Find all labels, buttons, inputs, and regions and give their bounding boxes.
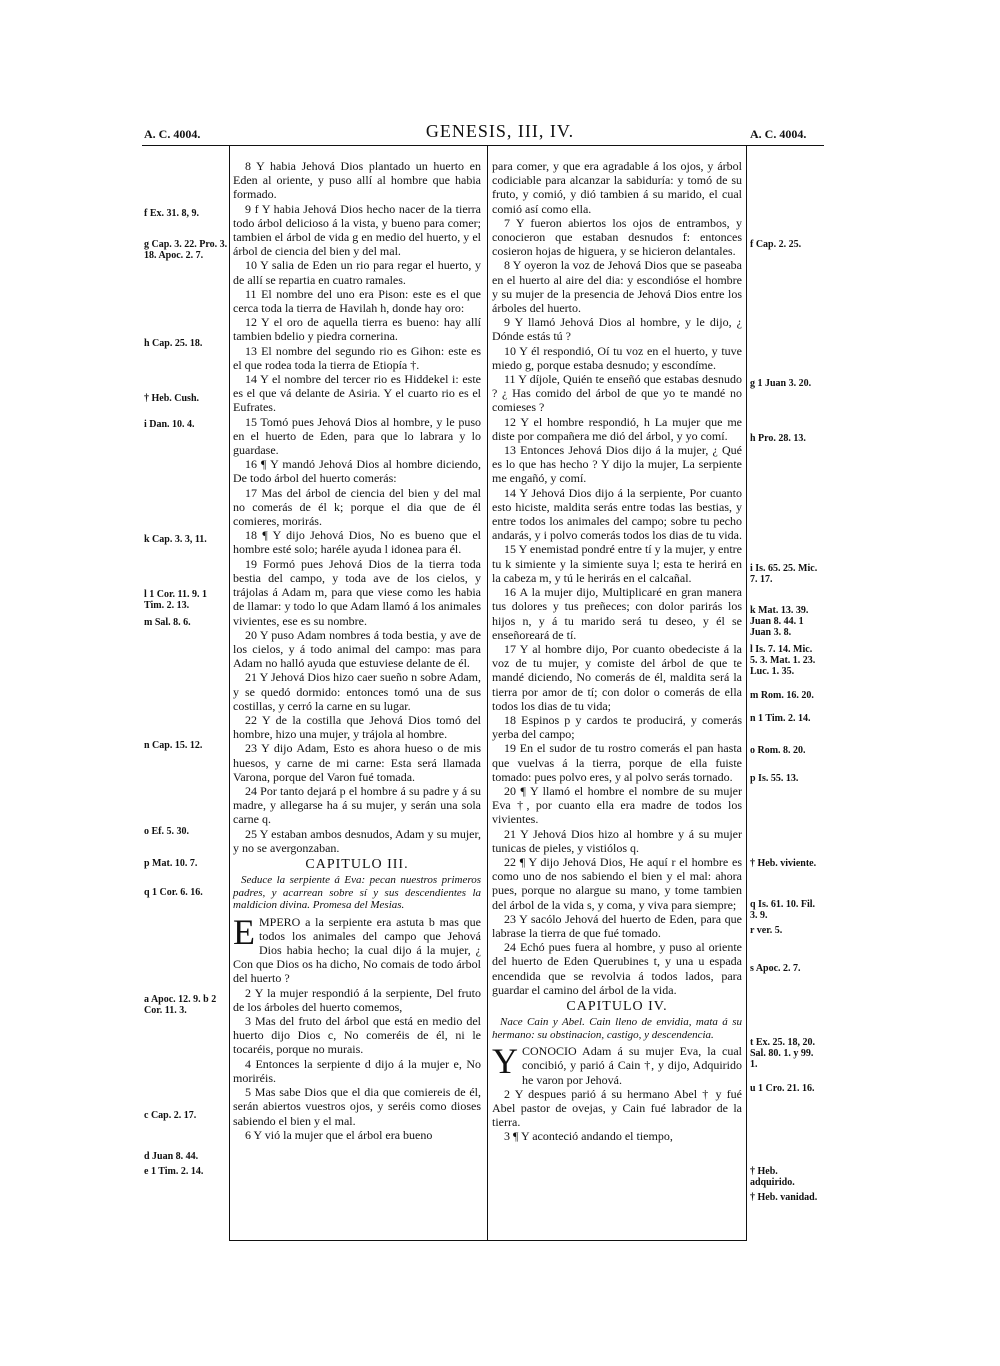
- verse: 18 Espinos p y cardos te producirá, y comerás yerba del campo;: [492, 712, 742, 742]
- verse: para comer, y que era agradable á los ojos, y árbol codiciable para alcanzar la sabiduría: y tomó de su fruto, y comió, y dió tambien á su marido, el cual comió así como ella.: [492, 159, 742, 216]
- verse: 21 Y Jehová Dios hizo caer sueño n sobre Adam, y se quedó dormido: entonces tomó una de sus costillas, y cerró la carne en su lugar.: [233, 670, 481, 713]
- verse: 20 ¶ Y llamó el hombre el nombre de su mujer Eva †, por cuanto ella era madre de todos los vivientes.: [492, 783, 742, 827]
- verse: 13 El nombre del segundo rio es Gihon: este es el que rodea toda la tierra de Etiopía †.: [233, 343, 481, 372]
- verse: 5 Mas sabe Dios que el dia que comiereis de él, serán abiertos vuestros ojos, y seréis como dioses sabiendo el bien y el mal.: [233, 1085, 481, 1128]
- chapter-summary: Nace Cain y Abel. Cain lleno de envidia, mata á su hermano: su obstinacion, castigo, y descendencia.: [492, 1016, 742, 1041]
- chapter-heading: CAPITULO IV.: [566, 998, 668, 1014]
- verse: 23 Y sacólo Jehová del huerto de Eden, para que labrase la tierra de que fué tomado.: [492, 911, 742, 940]
- text-column-left: [233, 159, 481, 1142]
- margin-note: u 1 Cro. 21. 16.: [750, 1083, 815, 1094]
- verse: 9 Y llamó Jehová Dios al hombre, y le dijo, ¿ Dónde estás tú ?: [492, 315, 742, 344]
- verse: 16 A la mujer dijo, Multiplicaré en gran manera tus dolores y tus preñeces; con dolor parirás los hijos n, y á tu marido será tu deseo, y él se enseñoreará de tí.: [492, 585, 742, 642]
- margin-note: q Is. 61. 10. Fil. 3. 9.: [750, 899, 816, 921]
- margin-note: k Mat. 13. 39. Juan 8. 44. 1 Juan 3. 8.: [750, 605, 809, 638]
- margin-note: d Juan 8. 44.: [144, 1151, 199, 1162]
- margin-note: † Heb. viviente.: [750, 858, 817, 869]
- margin-note: † Heb. Cush.: [144, 393, 200, 404]
- verse: 4 Entonces la serpiente d dijo á la mujer e, No moriréis.: [233, 1056, 481, 1085]
- margin-note: c Cap. 2. 17.: [144, 1110, 197, 1121]
- drop-cap: Y: [492, 1041, 518, 1082]
- margin-note: g 1 Juan 3. 20.: [750, 378, 812, 389]
- verse: 2 Y la mujer respondió á la serpiente, Del fruto de los árboles del huerto comemos,: [233, 985, 481, 1014]
- margin-note: g Cap. 3. 22. Pro. 3. 18. Apoc. 2. 7.: [144, 239, 228, 261]
- verse: 16 ¶ Y mandó Jehová Dios al hombre diciendo, De todo árbol del huerto comerás:: [233, 457, 481, 486]
- margin-note: i Is. 65. 25. Mic. 7. 17.: [750, 563, 818, 585]
- verse: 3 Mas del fruto del árbol que está en medio del huerto dijo Dios c, No comeréis de él, ni le tocaréis, porque no murais.: [233, 1014, 481, 1057]
- margin-note: l Is. 7. 14. Mic. 5. 3. Mat. 1. 23. Luc. 1. 35.: [750, 644, 816, 677]
- margin-note: † Heb. vanidad.: [750, 1192, 818, 1203]
- verse: 19 Formó pues Jehová Dios de la tierra toda bestia del campo, y toda ave de los cielos, y trájolas á Adam m, para que viese como les habia de llamar: y todo lo que Adam llamó á los animales vivientes, ese es su nombre.: [233, 556, 481, 628]
- page-title: GENESIS, III, IV.: [425, 121, 575, 141]
- verse: 15 Y enemistad pondré entre tí y la mujer, y entre tu k simiente y la simiente suya l; esta te herirá en la cabeza m, y tú le herirás en el calcañal.: [492, 542, 742, 585]
- chapter-heading: CAPITULO III.: [305, 856, 409, 872]
- margin-note: r ver. 5.: [750, 925, 783, 936]
- verse: 14 Y el nombre del tercer rio es Hiddekel i: este es el que vá delante de Asiria. Y el cuarto rio es el Eufrates.: [233, 372, 481, 415]
- margin-note: o Ef. 5. 30.: [144, 826, 189, 837]
- verse: 12 Y el hombre respondió, h La mujer que me diste por compañera me dió del árbol, y yo comí.: [492, 414, 742, 443]
- verse: 25 Y estaban ambos desnudos, Adam y su mujer, y no se avergonzaban.: [233, 826, 481, 855]
- verse: 3 ¶ Y aconteció andando el tiempo,: [504, 1129, 673, 1144]
- margin-note: † Heb. adquirido.: [750, 1166, 795, 1188]
- margin-note: o Rom. 8. 20.: [750, 745, 806, 756]
- verse: 18 ¶ Y dijo Jehová Dios, No es bueno que el hombre esté solo; haréle ayuda l idonea para él.: [233, 528, 481, 557]
- verse: 10 Y salia de Eden un rio para regar el huerto, y de allí se repartia en cuatro ramales.: [233, 258, 481, 287]
- verse: [492, 1041, 742, 1087]
- drop-cap: E: [233, 911, 255, 952]
- verse: 23 Y dijo Adam, Esto es ahora hueso o de mis huesos, y carne de mi carne: Esta será llamada Varona, porque del Varon fué tomada.: [233, 741, 481, 784]
- chapter-summary: Seduce la serpiente á Eva: pecan nuestros primeros padres, y acarrean sobre sí y sus descendientes la maldicion divina. Promesa del Mesias.: [233, 874, 481, 912]
- margin-note: f Ex. 31. 8, 9.: [144, 208, 199, 219]
- verse: 20 Y puso Adam nombres á toda bestia, y ave de los cielos, y á todo animal del campo: mas para Adam no halló ayuda que estuviese delante de él.: [233, 627, 481, 671]
- verse: 11 El nombre del uno era Pison: este es el que cerca toda la tierra de Havilah h, donde hay oro:: [233, 286, 481, 316]
- verse: 2 Y despues parió á su hermano Abel † y fué Abel pastor de ovejas, y Cain fué labrador de la tierra.: [492, 1086, 742, 1130]
- right-column-rule: [746, 146, 747, 1240]
- header-year-right: A. C. 4004.: [750, 127, 807, 141]
- margin-note: n Cap. 15. 12.: [144, 740, 203, 751]
- margin-note: n 1 Tim. 2. 14.: [750, 713, 811, 724]
- verse: 11 Y díjole, Quién te enseñó que estabas desnudo ? ¿ Has comido del árbol de que yo te mandé no comieses ?: [492, 372, 742, 415]
- margin-note: a Apoc. 12. 9. b 2 Cor. 11. 3.: [144, 994, 217, 1016]
- verse: 15 Tomó pues Jehová Dios al hombre, y le puso en el huerto de Eden, para que lo labrara y lo guardase.: [233, 414, 481, 458]
- header-year-left: A. C. 4004.: [144, 127, 201, 141]
- verse: 22 ¶ Y dijo Jehová Dios, He aquí r el hombre es como uno de nos sabiendo el bien y el mal: ahora pues, porque no alargue su mano, y tome tambien del árbol de la vida s, y coma, y viva para siempre;: [492, 854, 742, 912]
- verse: [233, 911, 481, 986]
- verse-text: MPERO a la serpiente era astuta b mas que todos los animales del campo que Jehová Dios habia hecho; la cual dijo á la mujer, ¿ Con que Dios os ha dicho, No comais de todo árbol del huerto ?: [233, 914, 481, 986]
- margin-note: k Cap. 3. 3, 11.: [144, 534, 207, 545]
- margin-note: p Mat. 10. 7.: [144, 858, 198, 869]
- verse: 12 Y el oro de aquella tierra es bueno: hay allí tambien bdelio y piedra cornerina.: [233, 315, 481, 344]
- margin-note: m Sal. 8. 6.: [144, 617, 191, 628]
- verse: 6 Y vió la mujer que el árbol era bueno: [245, 1127, 433, 1142]
- margin-note: f Cap. 2. 25.: [750, 239, 802, 250]
- margin-note: p Is. 55. 13.: [750, 773, 799, 784]
- margin-note: s Apoc. 2. 7.: [750, 963, 801, 974]
- verse: 13 Entonces Jehová Dios dijo á la mujer, ¿ Qué es lo que has hecho ? Y dijo la mujer, La serpiente me engañó, y comí.: [492, 443, 742, 486]
- verse: 9 f Y habia Jehová Dios hecho nacer de la tierra todo árbol delicioso á la vista, y bueno para comer; tambien el árbol de vida g en medio del huerto, y el árbol de ciencia del bien y del mal.: [233, 201, 481, 259]
- verse: 14 Y Jehová Dios dijo á la serpiente, Por cuanto esto hiciste, maldita serás entre todas las bestias, y entre todos los animales del campo; sobre tu pecho andarás, y i polvo comerás todos los dias de tu vida.: [492, 485, 742, 543]
- verse: 10 Y él respondió, Oí tu voz en el huerto, y tuve miedo g, porque estaba desnudo; y escondíme.: [492, 343, 742, 372]
- footer-rule: [229, 1240, 747, 1241]
- verse: 8 Y oyeron la voz de Jehová Dios que se paseaba en el huerto al aire del dia: y escondióse el hombre y su mujer de la presencia de Jehová Dios entre los árboles del huerto.: [492, 258, 742, 316]
- margin-note: e 1 Tim. 2. 14.: [144, 1166, 204, 1177]
- margin-note: l 1 Cor. 11. 9. 1 Tim. 2. 13.: [144, 589, 207, 611]
- verse: 22 Y de la costilla que Jehová Dios tomó del hombre, hizo una mujer, y trájola al hombre.: [233, 712, 481, 742]
- verse: 19 En el sudor de tu rostro comerás el pan hasta que vuelvas á la tierra, porque de ella fuiste tomado: pues polvo eres, y al polvo serás tornado.: [492, 741, 742, 784]
- center-column-rule: [487, 146, 488, 1240]
- verse: 7 Y fueron abiertos los ojos de entrambos, y conocieron que estaban desnudos f: entonces cosieron hojas de higuera, y se hicieron delantales.: [492, 215, 742, 259]
- verse: 21 Y Jehová Dios hizo al hombre y á su mujer tunicas de pieles, y vistiólos q.: [492, 826, 742, 855]
- verse-text: CONOCIO Adam á su mujer Eva, la cual concibió, y parió á Cain †, y dijo, Adquirido he varon por Jehová.: [522, 1044, 742, 1087]
- verse: 24 Por tanto dejará p el hombre á su padre y á su madre, y allegarse ha á su mujer, y serán una sola carne q.: [233, 783, 481, 827]
- margin-note: q 1 Cor. 6. 16.: [144, 887, 203, 898]
- margin-note: h Pro. 28. 13.: [750, 433, 806, 444]
- left-column-rule: [229, 146, 230, 1240]
- margin-note: t Ex. 25. 18, 20. Sal. 80. 1. y 99. 1.: [750, 1037, 815, 1070]
- verse: 8 Y habia Jehová Dios plantado un huerto en Eden al oriente, y puso allí al hombre que habia formado.: [233, 159, 481, 202]
- margin-note: h Cap. 25. 18.: [144, 338, 203, 349]
- verse: 17 Y al hombre dijo, Por cuanto obedeciste á la voz de tu mujer, y comiste del árbol de que te mandé diciendo, No comerás de él, maldita será la tierra por amor de tí; con dolor o comerás de ella todos los dias de tu vida;: [492, 641, 742, 713]
- verse: 17 Mas del árbol de ciencia del bien y del mal no comerás de él k; porque el dia que de él comieres, morirás.: [233, 485, 481, 529]
- margin-note: m Rom. 16. 20.: [750, 690, 814, 701]
- verse: 24 Echó pues fuera al hombre, y puso al oriente del huerto de Eden Querubines t, y una u espada encendida que se revolvia á todos lados, para guardar el camino del árbol de la vida.: [492, 940, 742, 997]
- header-rule: [142, 145, 824, 146]
- margin-note: i Dan. 10. 4.: [144, 419, 195, 430]
- text-column-right: [492, 159, 742, 1144]
